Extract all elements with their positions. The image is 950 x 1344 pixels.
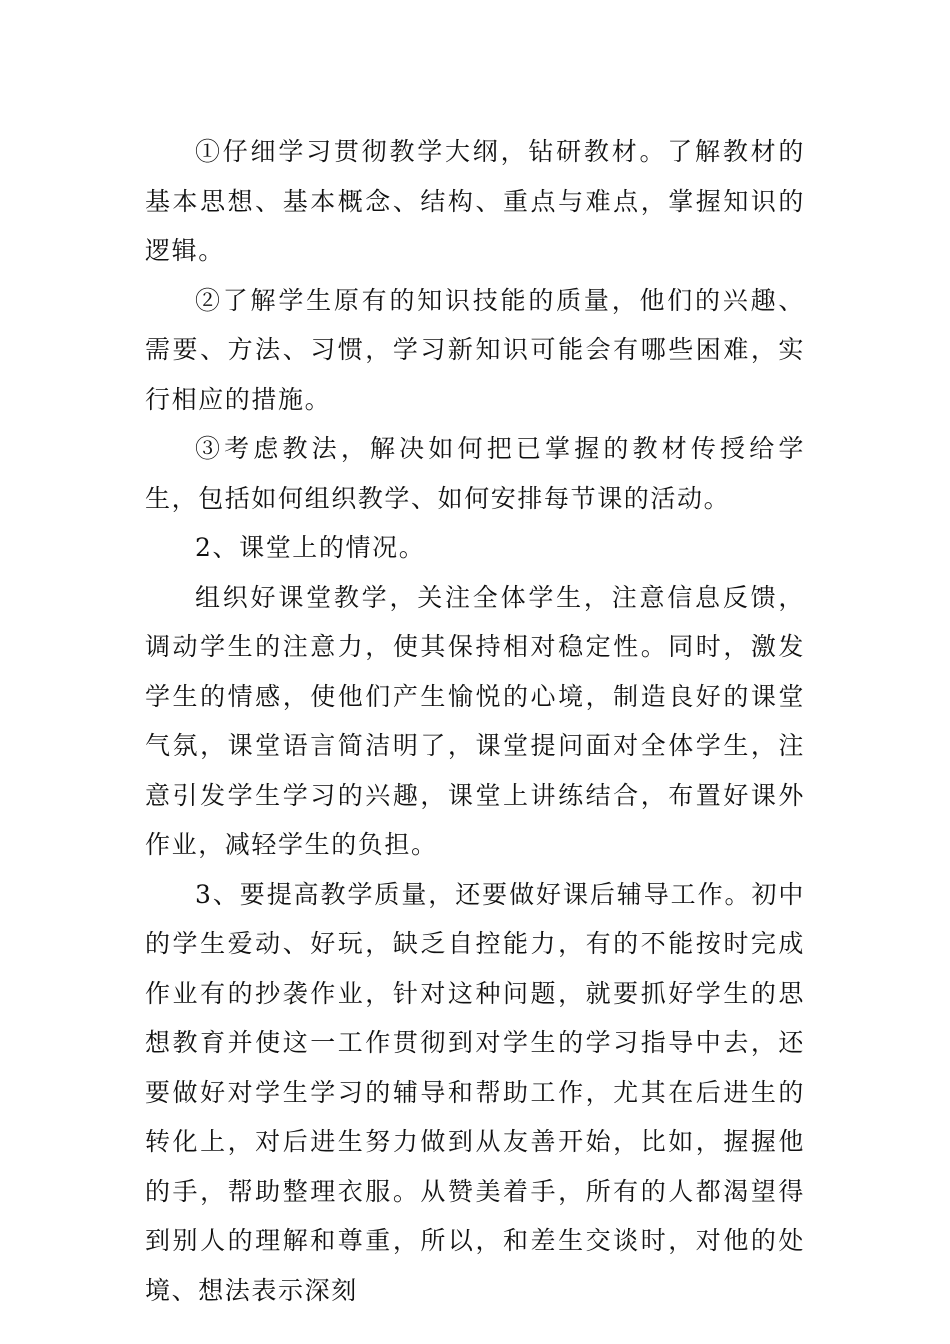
paragraph-5: 3、要提高教学质量，还要做好课后辅导工作。初中的学生爱动、好玩，缺乏自控能力，有的不能按时完成作业有的抄袭作业，针对这种问题，就要抓好学生的思想教育并使这一工作贯彻到对学生的学习指导中去，还要做好对学生学习的辅导和帮助工作，尤其在后进生的转化上，对后进生努力做到从友善开始，比如，握握他的手，帮助整理衣服。从赞美着手，所有的人都渴望得到别人的理解和尊重，所以，和差生交谈时，对他的处境、想法表示深刻 <box>145 879 805 1305</box>
paragraph-1: ①仔细学习贯彻教学大纲，钻研教材。了解教材的基本思想、基本概念、结构、重点与难点，掌握知识的逻辑。 <box>145 137 805 265</box>
section-heading-2: 2、课堂上的情况。 <box>195 533 426 562</box>
paragraph-4: 组织好课堂教学，关注全体学生，注意信息反馈，调动学生的注意力，使其保持相对稳定性。同时，激发学生的情感，使他们产生愉悦的心境，制造良好的课堂气氛，课堂语言简洁明了，课堂提问面对全体学生，注意引发学生学习的兴趣，课堂上讲练结合，布置好课外作业，减轻学生的负担。 <box>145 582 805 859</box>
paragraph-3: ③考虑教法，解决如何把已掌握的教材传授给学生，包括如何组织教学、如何安排每节课的活动。 <box>145 434 805 513</box>
document-body <box>145 127 805 1315</box>
paragraph-2: ②了解学生原有的知识技能的质量，他们的兴趣、需要、方法、习惯，学习新知识可能会有哪些困难，实行相应的措施。 <box>145 285 805 414</box>
